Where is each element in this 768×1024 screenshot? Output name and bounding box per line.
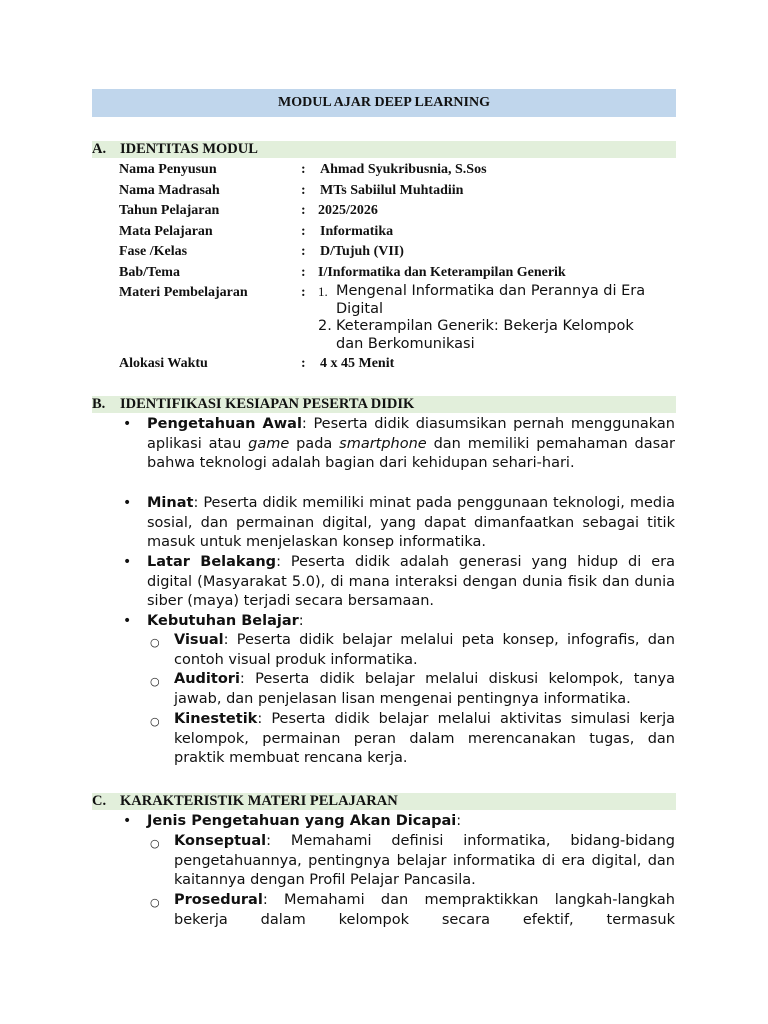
term: Visual	[174, 632, 224, 648]
sub-bullet-icon: ○	[150, 837, 160, 850]
identity-label: Alokasi Waktu	[119, 356, 208, 371]
identity-label: Tahun Pelajaran	[119, 203, 220, 218]
bullet-icon: •	[123, 495, 132, 511]
section-a-letter: A.	[92, 141, 107, 157]
section-b-heading	[92, 396, 676, 413]
identity-label: Nama Penyusun	[119, 162, 217, 177]
identity-label: Materi Pembelajaran	[119, 285, 248, 300]
sub-bullet-icon: ○	[150, 715, 160, 728]
list-item-jenis	[147, 812, 675, 832]
bullet-icon: •	[123, 613, 132, 629]
section-c-title: KARAKTERISTIK MATERI PELAJARAN	[120, 793, 398, 809]
list-item-auditori	[174, 670, 675, 709]
identity-value: I/Informatika dan Keterampilan Generik	[318, 264, 566, 280]
materi-item	[318, 283, 663, 318]
item-text-italic: smartphone	[339, 435, 427, 452]
list-item-latar	[147, 553, 675, 612]
materi-text: Mengenal Informatika dan Perannya di Era Digital	[336, 283, 646, 317]
identity-value: 2025/2026	[318, 203, 378, 218]
identity-colon: :	[301, 182, 306, 198]
identity-value: D/Tujuh (VII)	[320, 244, 404, 259]
section-c-heading	[92, 793, 676, 810]
identity-label: Nama Madrasah	[119, 182, 220, 198]
term: Auditori	[174, 671, 240, 687]
item-text: : Memahami definisi informatika, bidang-bidang pengetahuannya, pentingnya belajar informatika di era digital, dan kaitannya dengan Profil Pelajar Pancasila.	[174, 833, 675, 889]
item-text: : Peserta didik adalah generasi yang hidup di era digital (Masyarakat 5.0), di mana interaksi dengan dunia fisik dan dunia siber (maya) terjadi secara bersamaan.	[147, 554, 675, 610]
item-text: : Peserta didik memiliki minat pada penggunaan teknologi, media sosial, dan permainan digital, yang dapat dimanfaatkan sebagai titik masuk untuk menjelaskan konsep informatika.	[147, 495, 675, 551]
identity-label: Bab/Tema	[119, 264, 180, 280]
item-text: : Peserta didik belajar melalui diskusi kelompok, tanya jawab, dan penjelasan lisan mengenai pentingnya informatika.	[174, 671, 675, 707]
identity-value: Informatika	[320, 223, 394, 239]
list-item-pengetahuan	[147, 415, 675, 474]
list-item-konseptual	[174, 832, 675, 891]
module-title-bar	[92, 89, 676, 117]
sub-bullet-icon: ○	[150, 675, 160, 688]
sub-bullet-icon: ○	[150, 636, 160, 649]
materi-text: Keterampilan Generik: Bekerja Kelompok dan Berkomunikasi	[336, 318, 634, 352]
item-text: pada	[289, 435, 340, 452]
term: Jenis Pengetahuan yang Akan Dicapai	[147, 813, 457, 829]
list-item-kinestetik	[174, 710, 675, 769]
materi-item	[318, 318, 663, 353]
identity-colon: :	[301, 285, 306, 300]
term: Kinestetik	[174, 711, 258, 727]
section-b-title: IDENTIFIKASI KESIAPAN PESERTA DIDIK	[120, 396, 415, 412]
list-item-prosedural	[174, 891, 675, 930]
item-text: : Peserta didik belajar melalui peta konsep, infografis, dan contoh visual produk informatika.	[174, 632, 675, 668]
identity-value: Ahmad Syukribusnia, S.Sos	[320, 162, 487, 177]
list-item-kebutuhan	[147, 612, 675, 632]
identity-colon: :	[301, 223, 306, 239]
module-title: MODUL AJAR DEEP LEARNING	[278, 95, 490, 110]
term: Konseptual	[174, 833, 267, 849]
identity-colon: :	[301, 244, 306, 259]
identity-value: MTs Sabiilul Muhtadiin	[320, 182, 464, 198]
identity-label: Fase /Kelas	[119, 244, 188, 259]
list-item-visual	[174, 631, 675, 670]
item-text-italic: game	[248, 435, 290, 452]
bullet-icon: •	[123, 554, 132, 570]
identity-label: Mata Pelajaran	[119, 223, 213, 239]
identity-colon: :	[301, 203, 306, 218]
bullet-icon: •	[123, 813, 132, 829]
item-text: : Memahami dan mempraktikkan langkah-langkah bekerja dalam kelompok secara efektif, termasuk	[174, 892, 675, 928]
item-text: :	[456, 813, 462, 829]
item-text: : Peserta didik belajar melalui aktivitas simulasi kerja kelompok, permainan peran dalam merencanakan tugas, dan praktik membuat rencana kerja.	[174, 711, 675, 767]
section-a-heading	[92, 141, 676, 158]
identity-value: 4 x 45 Menit	[320, 356, 395, 371]
section-a-title: IDENTITAS MODUL	[120, 141, 258, 157]
item-text: dan memiliki pemahaman dasar bahwa teknologi adalah bagian dari kehidupan sehari-hari.	[147, 435, 675, 472]
list-item-minat	[147, 494, 675, 553]
identity-colon: :	[301, 356, 306, 371]
identity-colon: :	[301, 264, 306, 280]
section-c-letter: C.	[92, 793, 107, 809]
term: Latar Belakang	[147, 554, 277, 570]
section-b-letter: B.	[92, 396, 106, 412]
term: Minat	[147, 495, 194, 511]
identity-colon: :	[301, 162, 306, 177]
sub-bullet-icon: ○	[150, 896, 160, 909]
term: Pengetahuan Awal	[147, 416, 302, 432]
materi-number: 2.	[318, 318, 332, 334]
term: Kebutuhan Belajar	[147, 613, 299, 629]
item-text: :	[298, 613, 304, 629]
materi-list	[318, 283, 663, 353]
item-text: : Peserta didik diasumsikan pernah menggunakan aplikasi atau	[147, 416, 675, 452]
materi-number: 1.	[318, 284, 328, 299]
term: Prosedural	[174, 892, 263, 908]
bullet-icon: •	[123, 416, 132, 432]
